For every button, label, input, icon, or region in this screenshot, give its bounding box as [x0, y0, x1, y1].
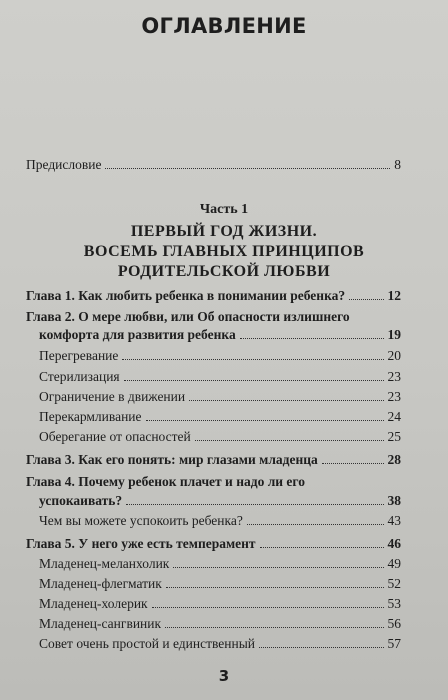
toc-page-number: 53: [387, 596, 401, 611]
toc-entry-chapter-3[interactable]: [26, 451, 401, 468]
toc-entry-label: Глава 3. Как его понять: мир глазами младенца: [26, 452, 318, 467]
leader-dots: [349, 299, 383, 300]
leader-dots: [260, 547, 384, 548]
toc-entry-label: Предисловие: [26, 157, 102, 172]
toc-page-number: 19: [387, 327, 401, 342]
toc-page-number: 28: [387, 452, 401, 467]
toc-page-number: 52: [387, 576, 401, 591]
toc-entry-label: успокаивать?: [39, 493, 123, 508]
leader-dots: [122, 359, 383, 360]
toc-entry-label: Глава 1. Как любить ребенка в понимании ребенка?: [26, 288, 346, 303]
toc-entry-label: Младенец-холерик: [39, 596, 148, 611]
toc-entry-label: Оберегание от опасностей: [39, 429, 191, 444]
toc-entry-label: Перекармливание: [39, 409, 142, 424]
toc-entry-label: Глава 5. У него уже есть темперамент: [26, 536, 256, 551]
leader-dots: [146, 420, 384, 421]
toc-subentry[interactable]: [39, 388, 401, 405]
toc-entry-label: Младенец-сангвиник: [39, 616, 162, 631]
toc-entry-label: Стерилизация: [39, 369, 120, 384]
toc-page-number: 23: [387, 389, 401, 404]
toc-page-number: 8: [394, 157, 401, 172]
toc-subentry[interactable]: [39, 512, 401, 529]
toc-entry-label: Перегревание: [39, 348, 119, 363]
toc-entry-chapter-5[interactable]: [26, 535, 401, 552]
toc-page-number: 24: [387, 409, 401, 424]
toc-entry-chapter-2[interactable]: [39, 326, 401, 343]
leader-dots: [105, 168, 390, 169]
toc-page-number: 49: [387, 556, 401, 571]
toc-entry-chapter-1[interactable]: [26, 287, 401, 304]
toc-subentry[interactable]: [39, 428, 401, 445]
toc-page-number: 46: [387, 536, 401, 551]
toc-subentry[interactable]: [39, 555, 401, 572]
toc-entry-chapter-4-line1[interactable]: Глава 4. Почему ребенок плачет и надо ли его: [26, 474, 305, 489]
leader-dots: [165, 627, 383, 628]
leader-dots: [195, 440, 384, 441]
toc-page-number: 57: [387, 636, 401, 651]
part-title-line: ВОСЕМЬ ГЛАВНЫХ ПРИНЦИПОВ: [83, 243, 365, 260]
leader-dots: [166, 587, 384, 588]
leader-dots: [152, 607, 384, 608]
toc-entry-label: Младенец-меланхолик: [39, 556, 170, 571]
toc-page-number: 12: [387, 288, 401, 303]
part-title: [0, 222, 448, 282]
toc-page-number: 20: [387, 348, 401, 363]
toc-entry-label: Младенец-флегматик: [39, 576, 162, 591]
toc-subentry[interactable]: [39, 615, 401, 632]
toc-page-number: 23: [387, 369, 401, 384]
toc-page-number: 43: [387, 513, 401, 528]
leader-dots: [247, 524, 384, 525]
toc-entry-chapter-2-line1[interactable]: Глава 2. О мере любви, или Об опасности излишнего: [26, 309, 350, 324]
part-title-line: ПЕРВЫЙ ГОД ЖИЗНИ.: [130, 223, 318, 240]
toc-subentry[interactable]: [39, 368, 401, 385]
leader-dots: [322, 463, 384, 464]
leader-dots: [240, 338, 384, 339]
page-number: 3: [218, 667, 230, 685]
leader-dots: [126, 504, 383, 505]
part-label: Часть 1: [199, 202, 249, 217]
toc-page-number: 38: [387, 493, 401, 508]
leader-dots: [173, 567, 383, 568]
toc-entry-preface[interactable]: [26, 156, 401, 173]
toc-entry-chapter-4[interactable]: [39, 492, 401, 509]
leader-dots: [189, 400, 383, 401]
toc-subentry[interactable]: [39, 347, 401, 364]
toc-entry-label: комфорта для развития ребенка: [39, 327, 236, 342]
page-title: ОГЛАВЛЕНИЕ: [141, 14, 307, 38]
toc-entry-label: Совет очень простой и единственный: [39, 636, 256, 651]
toc-page-number: 25: [387, 429, 401, 444]
toc-entry-label: Ограничение в движении: [39, 389, 186, 404]
toc-subentry[interactable]: [39, 635, 401, 652]
leader-dots: [259, 647, 383, 648]
toc-subentry[interactable]: [39, 575, 401, 592]
leader-dots: [124, 380, 384, 381]
toc-page-number: 56: [387, 616, 401, 631]
toc-subentry[interactable]: [39, 408, 401, 425]
toc-subentry[interactable]: [39, 595, 401, 612]
part-title-line: РОДИТЕЛЬСКОЙ ЛЮБВИ: [117, 263, 331, 280]
toc-entry-label: Чем вы можете успокоить ребенка?: [39, 513, 243, 528]
